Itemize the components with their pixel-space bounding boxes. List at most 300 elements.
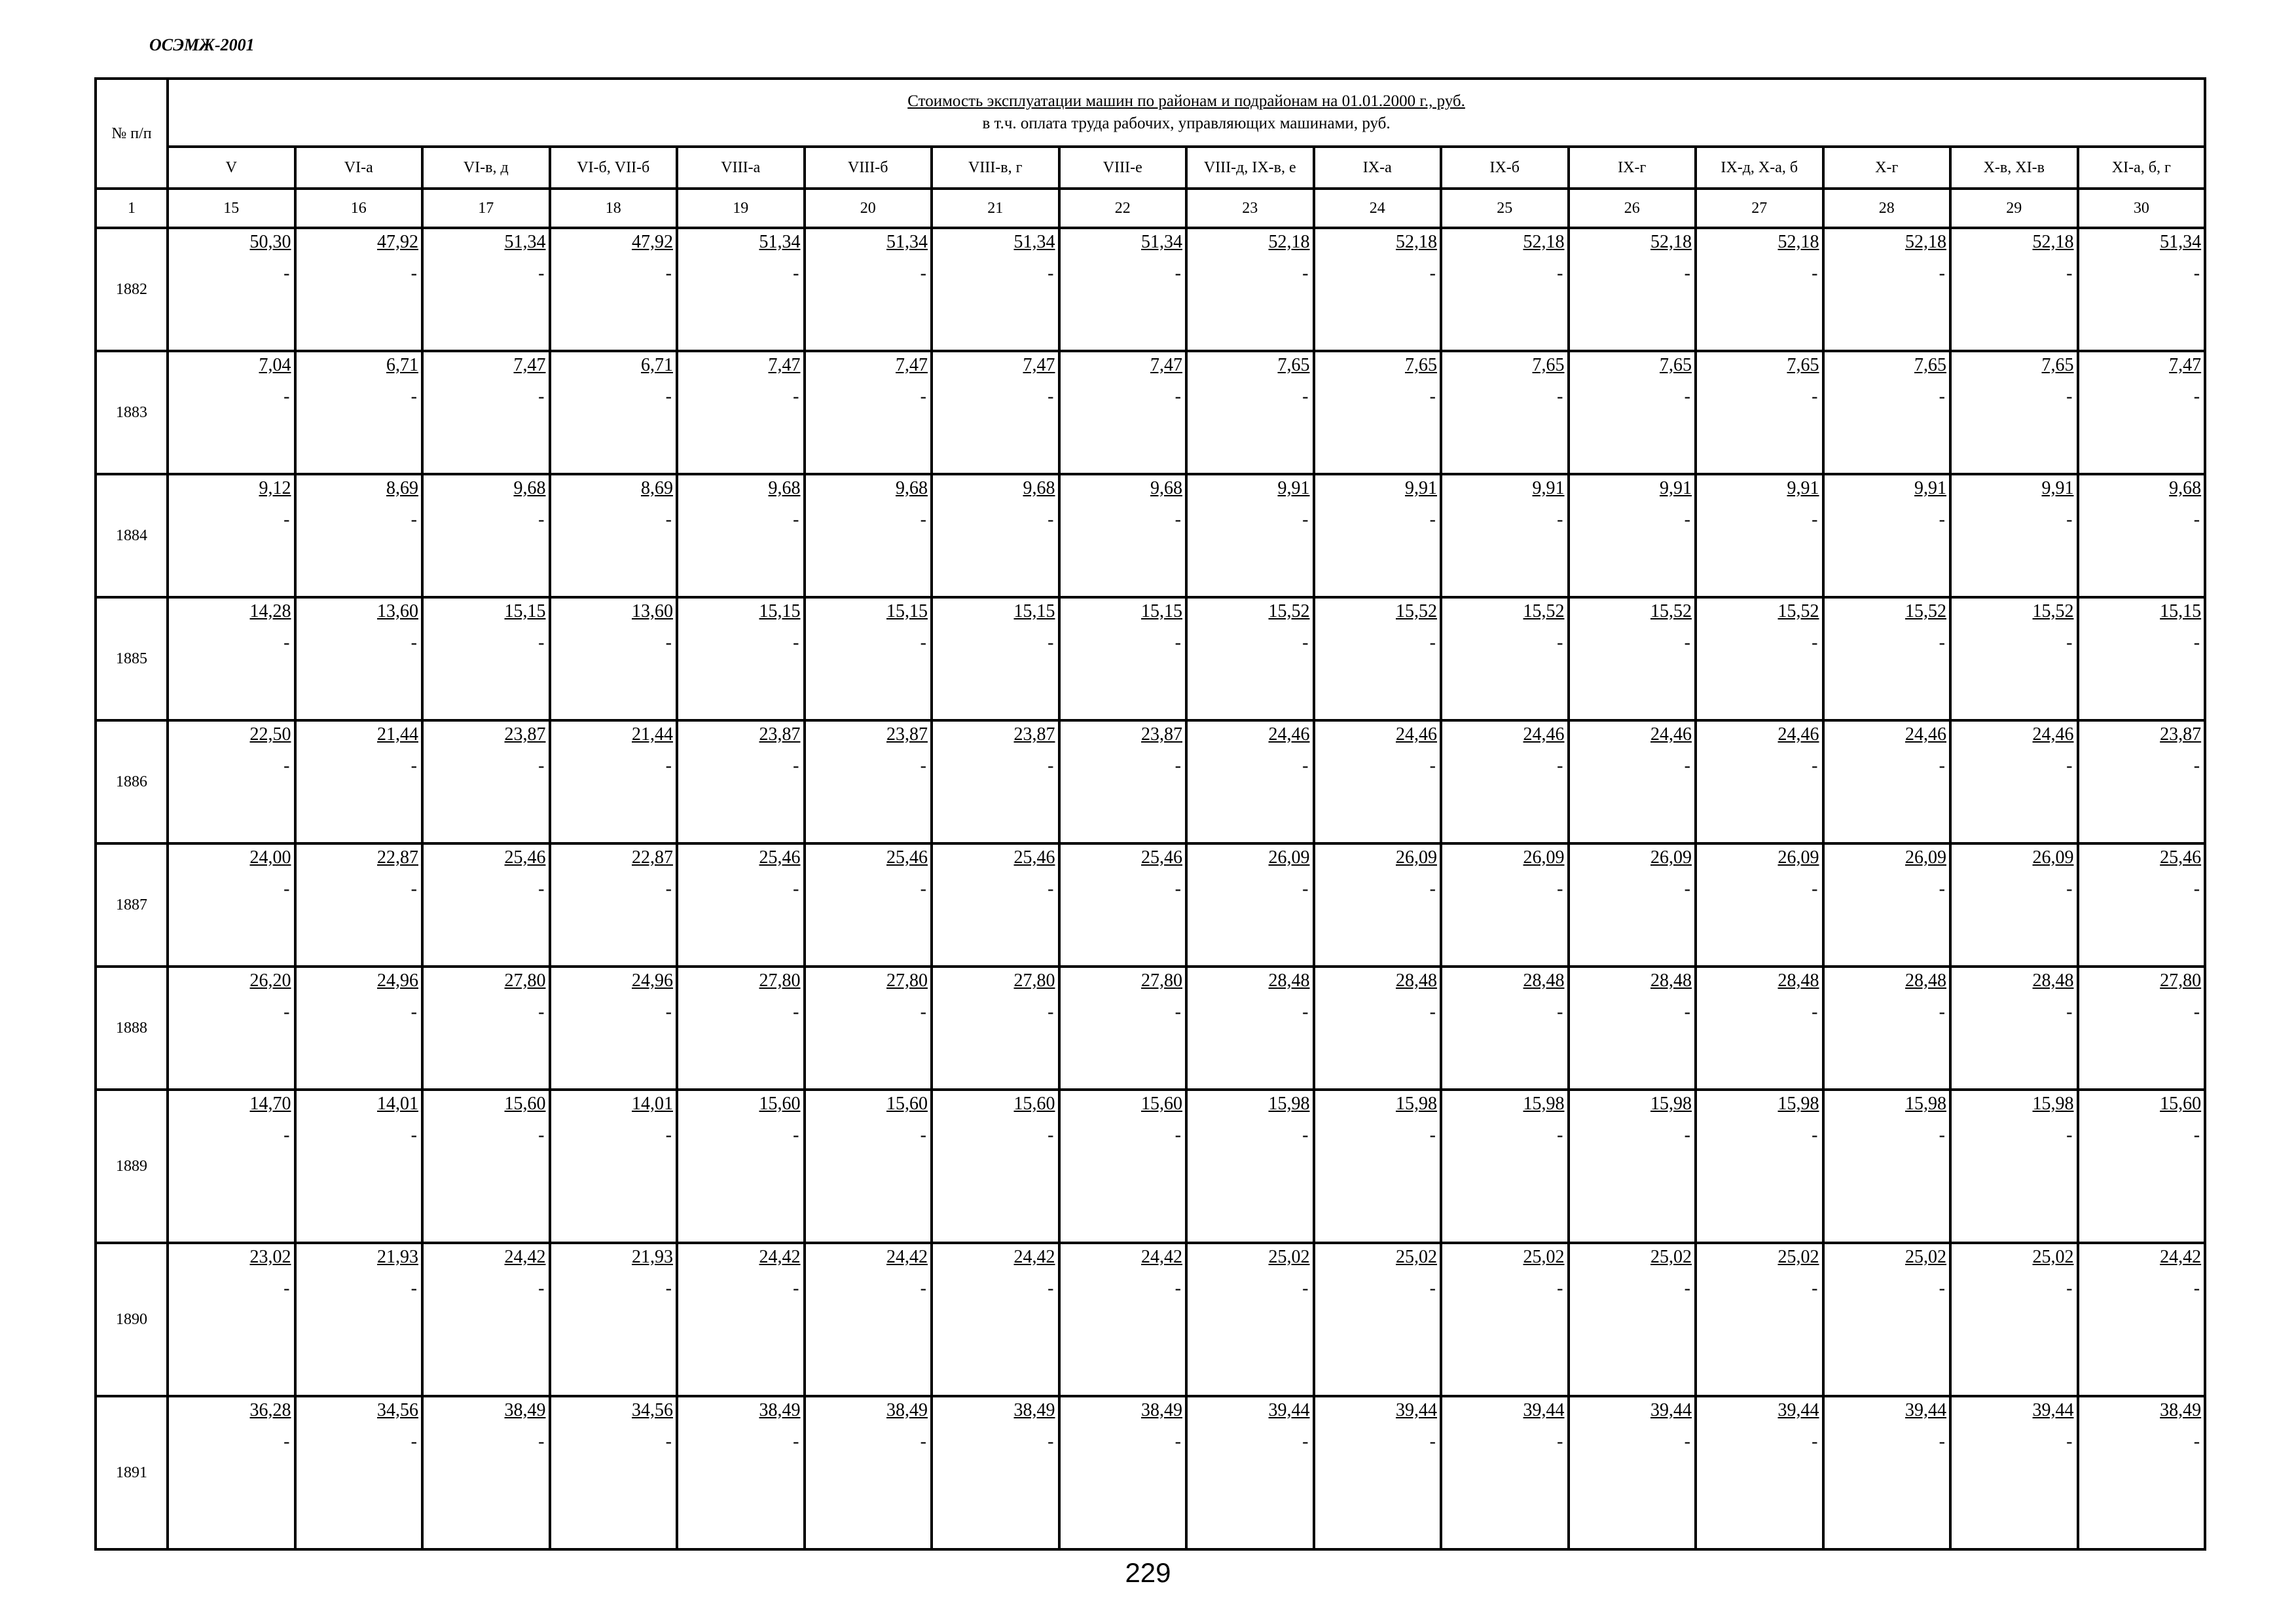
labor-cost-dash: - [1302, 756, 1309, 776]
labor-cost-dash: - [2066, 1125, 2073, 1145]
labor-cost-dash: - [1684, 386, 1690, 407]
value-cell [1186, 474, 1314, 597]
cost-value: 7,47 [1023, 355, 1055, 375]
labor-cost-dash: - [2193, 756, 2200, 776]
value-cell [168, 720, 295, 843]
labor-cost-dash: - [410, 756, 417, 776]
value-cell [422, 597, 550, 720]
labor-cost-dash: - [1557, 756, 1563, 776]
value-cell [677, 228, 805, 351]
cost-value: 26,20 [249, 970, 291, 991]
row-code: 1888 [96, 967, 168, 1090]
cost-value: 24,42 [1141, 1247, 1182, 1267]
value-cell [1059, 1243, 1187, 1396]
labor-cost-dash: - [283, 879, 290, 899]
labor-cost-dash: - [283, 263, 290, 284]
cost-value: 24,42 [1013, 1247, 1055, 1267]
table-title-main: Стоимость эксплуатации машин по районам и подрайонам на 01.01.2000 г., руб. [907, 92, 1465, 110]
value-cell [932, 843, 1059, 967]
labor-cost-dash: - [538, 1431, 545, 1452]
value-cell [1186, 720, 1314, 843]
labor-cost-dash: - [665, 879, 672, 899]
value-cell [168, 843, 295, 967]
cost-value: 15,60 [1141, 1094, 1182, 1114]
value-cell [550, 720, 678, 843]
labor-cost-dash: - [1684, 1002, 1690, 1022]
cost-value: 39,44 [1268, 1400, 1310, 1420]
cost-value: 13,60 [632, 601, 673, 621]
labor-cost-dash: - [1557, 386, 1563, 407]
labor-cost-dash: - [1302, 633, 1309, 653]
cost-value: 15,98 [2032, 1094, 2074, 1114]
index-cell: 18 [550, 189, 678, 228]
cost-value: 26,09 [1396, 847, 1437, 868]
value-cell [422, 720, 550, 843]
cost-value: 25,46 [504, 847, 546, 868]
cost-value: 9,91 [1277, 478, 1310, 498]
labor-cost-dash: - [1684, 1431, 1690, 1452]
labor-cost-dash: - [1175, 509, 1181, 530]
value-cell [1950, 1243, 2078, 1396]
cost-value: 47,92 [632, 232, 673, 252]
table-row [96, 720, 2205, 843]
row-code: 1882 [96, 228, 168, 351]
cost-value: 9,68 [1023, 478, 1055, 498]
value-cell [550, 967, 678, 1090]
labor-cost-dash: - [1048, 1125, 1054, 1145]
labor-cost-dash: - [283, 1278, 290, 1299]
value-cell [1569, 597, 1696, 720]
value-cell [677, 351, 805, 474]
labor-cost-dash: - [1048, 879, 1054, 899]
cost-value: 23,87 [1013, 724, 1055, 745]
labor-cost-dash: - [665, 756, 672, 776]
value-cell [1441, 474, 1569, 597]
labor-cost-dash: - [1429, 1125, 1436, 1145]
cost-value: 25,46 [1013, 847, 1055, 868]
cost-value: 21,44 [632, 724, 673, 745]
labor-cost-dash: - [1048, 756, 1054, 776]
cost-value: 9,68 [896, 478, 928, 498]
labor-cost-dash: - [1175, 1002, 1181, 1022]
value-cell [550, 474, 678, 597]
labor-cost-dash: - [793, 756, 799, 776]
area-header-cell: X-в, XI-в [1950, 147, 2078, 189]
labor-cost-dash: - [410, 263, 417, 284]
value-cell [422, 843, 550, 967]
cost-value: 51,34 [1141, 232, 1182, 252]
labor-cost-dash: - [1557, 1278, 1563, 1299]
labor-cost-dash: - [283, 509, 290, 530]
cost-value: 38,49 [2160, 1400, 2202, 1420]
labor-cost-dash: - [1048, 1278, 1054, 1299]
labor-cost-dash: - [2066, 1002, 2073, 1022]
area-header-cell: VIII-е [1059, 147, 1187, 189]
index-cell: 20 [805, 189, 932, 228]
value-cell [168, 228, 295, 351]
cost-value: 25,46 [1141, 847, 1182, 868]
value-cell [2078, 1396, 2206, 1549]
cost-value: 25,02 [1396, 1247, 1437, 1267]
labor-cost-dash: - [1557, 879, 1563, 899]
labor-cost-dash: - [1557, 1125, 1563, 1145]
labor-cost-dash: - [1812, 386, 1818, 407]
index-cell: 26 [1569, 189, 1696, 228]
labor-cost-dash: - [1302, 263, 1309, 284]
value-cell [1696, 1090, 1823, 1243]
value-cell [168, 1396, 295, 1549]
row-code: 1890 [96, 1243, 168, 1396]
labor-cost-dash: - [1812, 879, 1818, 899]
value-cell [422, 228, 550, 351]
cost-value: 21,44 [377, 724, 418, 745]
cost-value: 27,80 [759, 970, 801, 991]
number-header: № п/п [96, 79, 168, 189]
value-cell [1059, 597, 1187, 720]
labor-cost-dash: - [793, 879, 799, 899]
cost-value: 52,18 [1777, 232, 1819, 252]
cost-value: 15,15 [886, 601, 928, 621]
labor-cost-dash: - [1048, 1002, 1054, 1022]
value-cell [1950, 1090, 2078, 1243]
labor-cost-dash: - [283, 1125, 290, 1145]
cost-value: 52,18 [2032, 232, 2074, 252]
cost-value: 15,15 [1141, 601, 1182, 621]
labor-cost-dash: - [1302, 1278, 1309, 1299]
value-cell [422, 1243, 550, 1396]
value-cell [1441, 351, 1569, 474]
cost-value: 27,80 [2160, 970, 2202, 991]
value-cell [1314, 967, 1442, 1090]
cost-value: 6,71 [386, 355, 418, 375]
labor-cost-dash: - [1812, 633, 1818, 653]
cost-value: 7,65 [1660, 355, 1692, 375]
cost-value: 39,44 [1905, 1400, 1946, 1420]
area-header-cell: X-г [1823, 147, 1951, 189]
value-cell [168, 597, 295, 720]
value-cell [1823, 1090, 1951, 1243]
value-cell [805, 843, 932, 967]
labor-cost-dash: - [920, 1278, 926, 1299]
cost-value: 7,65 [1277, 355, 1310, 375]
labor-cost-dash: - [1557, 633, 1563, 653]
labor-cost-dash: - [2193, 633, 2200, 653]
labor-cost-dash: - [538, 633, 545, 653]
value-cell [1696, 474, 1823, 597]
value-cell [1950, 474, 2078, 597]
cost-value: 38,49 [1013, 1400, 1055, 1420]
labor-cost-dash: - [1557, 509, 1563, 530]
labor-cost-dash: - [1175, 1125, 1181, 1145]
cost-value: 15,52 [1905, 601, 1946, 621]
cost-value: 15,60 [1013, 1094, 1055, 1114]
labor-cost-dash: - [793, 1125, 799, 1145]
value-cell [677, 597, 805, 720]
cost-value: 28,48 [1523, 970, 1565, 991]
cost-value: 7,47 [896, 355, 928, 375]
labor-cost-dash: - [538, 1278, 545, 1299]
value-cell [932, 597, 1059, 720]
index-cell: 16 [295, 189, 423, 228]
value-cell [805, 720, 932, 843]
labor-cost-dash: - [1939, 1278, 1945, 1299]
labor-cost-dash: - [1048, 263, 1054, 284]
value-cell [295, 720, 423, 843]
cost-value: 24,96 [377, 970, 418, 991]
index-cell: 23 [1186, 189, 1314, 228]
labor-cost-dash: - [1939, 633, 1945, 653]
cost-value: 21,93 [632, 1247, 673, 1267]
labor-cost-dash: - [2066, 386, 2073, 407]
cost-value: 39,44 [1523, 1400, 1565, 1420]
cost-value: 52,18 [1396, 232, 1437, 252]
labor-cost-dash: - [1812, 263, 1818, 284]
value-cell [295, 351, 423, 474]
cost-value: 24,42 [2160, 1247, 2202, 1267]
cost-value: 24,46 [1268, 724, 1310, 745]
cost-value: 15,52 [1650, 601, 1692, 621]
value-cell [1569, 967, 1696, 1090]
labor-cost-dash: - [793, 1002, 799, 1022]
value-cell [422, 474, 550, 597]
table-row [96, 843, 2205, 967]
value-cell [550, 843, 678, 967]
cost-value: 25,46 [759, 847, 801, 868]
labor-cost-dash: - [1812, 1125, 1818, 1145]
labor-cost-dash: - [538, 509, 545, 530]
cost-value: 15,15 [2160, 601, 2202, 621]
labor-cost-dash: - [1939, 756, 1945, 776]
cost-value: 27,80 [1141, 970, 1182, 991]
value-cell [932, 474, 1059, 597]
cost-value: 8,69 [386, 478, 418, 498]
cost-value: 51,34 [1013, 232, 1055, 252]
labor-cost-dash: - [410, 879, 417, 899]
table-title-sub: в т.ч. оплата труда рабочих, управляющих машинами, руб. [982, 115, 1391, 132]
cost-value: 15,15 [759, 601, 801, 621]
cost-value: 8,69 [641, 478, 673, 498]
value-cell [2078, 228, 2206, 351]
cost-value: 38,49 [886, 1400, 928, 1420]
cost-value: 26,09 [1523, 847, 1565, 868]
cost-value: 38,49 [504, 1400, 546, 1420]
labor-cost-dash: - [1175, 1278, 1181, 1299]
labor-cost-dash: - [1429, 1431, 1436, 1452]
labor-cost-dash: - [283, 1431, 290, 1452]
index-cell: 30 [2078, 189, 2206, 228]
cost-value: 9,91 [1660, 478, 1692, 498]
labor-cost-dash: - [920, 509, 926, 530]
cost-value: 15,52 [2032, 601, 2074, 621]
value-cell [1059, 228, 1187, 351]
value-cell [1441, 1243, 1569, 1396]
cost-value: 47,92 [377, 232, 418, 252]
labor-cost-dash: - [2066, 879, 2073, 899]
value-cell [295, 228, 423, 351]
cost-value: 22,87 [377, 847, 418, 868]
value-cell [932, 1243, 1059, 1396]
index-cell: 24 [1314, 189, 1442, 228]
cost-value: 22,87 [632, 847, 673, 868]
labor-cost-dash: - [665, 1002, 672, 1022]
labor-cost-dash: - [920, 1125, 926, 1145]
cost-value: 39,44 [1777, 1400, 1819, 1420]
labor-cost-dash: - [1939, 879, 1945, 899]
page-number: 229 [1125, 1557, 1171, 1588]
cost-value: 24,42 [886, 1247, 928, 1267]
value-cell [805, 597, 932, 720]
labor-cost-dash: - [410, 386, 417, 407]
cost-value: 28,48 [1777, 970, 1819, 991]
value-cell [805, 351, 932, 474]
value-cell [1314, 228, 1442, 351]
value-cell [1696, 597, 1823, 720]
labor-cost-dash: - [1812, 1278, 1818, 1299]
value-cell [1950, 1396, 2078, 1549]
labor-cost-dash: - [1302, 1125, 1309, 1145]
labor-cost-dash: - [1684, 1278, 1690, 1299]
labor-cost-dash: - [665, 1278, 672, 1299]
row-code: 1886 [96, 720, 168, 843]
cost-value: 15,98 [1777, 1094, 1819, 1114]
area-header-cell: VI-б, VII-б [550, 147, 678, 189]
labor-cost-dash: - [2193, 1278, 2200, 1299]
value-cell [1696, 228, 1823, 351]
labor-cost-dash: - [920, 263, 926, 284]
labor-cost-dash: - [410, 1278, 417, 1299]
cost-value: 7,04 [259, 355, 291, 375]
cost-value: 28,48 [1905, 970, 1946, 991]
cost-value: 39,44 [2032, 1400, 2074, 1420]
document-code: ОСЭМЖ-2001 [149, 35, 255, 54]
cost-value: 26,09 [1905, 847, 1946, 868]
labor-cost-dash: - [1048, 1431, 1054, 1452]
cost-value: 14,70 [249, 1094, 291, 1114]
cost-value: 15,98 [1396, 1094, 1437, 1114]
cost-value: 26,09 [1268, 847, 1310, 868]
area-header-cell: VIII-б [805, 147, 932, 189]
value-cell [1441, 720, 1569, 843]
labor-cost-dash: - [1429, 1002, 1436, 1022]
value-cell [295, 967, 423, 1090]
labor-cost-dash: - [1939, 386, 1945, 407]
value-cell [1314, 351, 1442, 474]
labor-cost-dash: - [410, 1002, 417, 1022]
labor-cost-dash: - [1939, 1431, 1945, 1452]
value-cell [168, 1243, 295, 1396]
labor-cost-dash: - [1684, 879, 1690, 899]
labor-cost-dash: - [920, 1002, 926, 1022]
value-cell [2078, 351, 2206, 474]
labor-cost-dash: - [538, 386, 545, 407]
value-cell [550, 597, 678, 720]
cost-value: 9,68 [1150, 478, 1182, 498]
labor-cost-dash: - [2193, 509, 2200, 530]
value-cell [1441, 1090, 1569, 1243]
labor-cost-dash: - [920, 633, 926, 653]
value-cell [2078, 720, 2206, 843]
labor-cost-dash: - [1939, 509, 1945, 530]
labor-cost-dash: - [1429, 386, 1436, 407]
cost-value: 9,91 [1405, 478, 1437, 498]
labor-cost-dash: - [410, 509, 417, 530]
labor-cost-dash: - [1429, 509, 1436, 530]
value-cell [422, 1396, 550, 1549]
labor-cost-dash: - [1302, 386, 1309, 407]
labor-cost-dash: - [1429, 1278, 1436, 1299]
labor-cost-dash: - [1557, 263, 1563, 284]
row-code: 1884 [96, 474, 168, 597]
table-title [168, 79, 2205, 147]
value-cell [2078, 1243, 2206, 1396]
value-cell [932, 228, 1059, 351]
value-cell [295, 1243, 423, 1396]
row-code: 1891 [96, 1396, 168, 1549]
cost-value: 25,02 [1523, 1247, 1565, 1267]
index-cell: 21 [932, 189, 1059, 228]
value-cell [1186, 1396, 1314, 1549]
labor-cost-dash: - [410, 1125, 417, 1145]
labor-cost-dash: - [1429, 633, 1436, 653]
table-row [96, 351, 2205, 474]
value-cell [1569, 474, 1696, 597]
value-cell [295, 597, 423, 720]
area-header-cell: V [168, 147, 295, 189]
labor-cost-dash: - [2193, 1431, 2200, 1452]
cost-value: 52,18 [1523, 232, 1565, 252]
labor-cost-dash: - [793, 263, 799, 284]
labor-cost-dash: - [283, 756, 290, 776]
value-cell [1823, 843, 1951, 967]
labor-cost-dash: - [2066, 509, 2073, 530]
cost-value: 52,18 [1650, 232, 1692, 252]
value-cell [1441, 597, 1569, 720]
labor-cost-dash: - [793, 1431, 799, 1452]
cost-value: 15,52 [1777, 601, 1819, 621]
labor-cost-dash: - [1939, 1125, 1945, 1145]
cost-value: 23,87 [504, 724, 546, 745]
cost-value: 14,01 [377, 1094, 418, 1114]
labor-cost-dash: - [283, 386, 290, 407]
value-cell [805, 967, 932, 1090]
labor-cost-dash: - [1175, 756, 1181, 776]
labor-cost-dash: - [538, 879, 545, 899]
value-cell [1314, 474, 1442, 597]
labor-cost-dash: - [1429, 756, 1436, 776]
labor-cost-dash: - [1175, 879, 1181, 899]
index-cell: 28 [1823, 189, 1951, 228]
labor-cost-dash: - [1175, 263, 1181, 284]
index-cell: 29 [1950, 189, 2078, 228]
table-row [96, 1243, 2205, 1396]
cost-value: 7,65 [2041, 355, 2074, 375]
cost-value: 7,65 [1405, 355, 1437, 375]
area-header-cell: IX-б [1441, 147, 1569, 189]
value-cell [1059, 474, 1187, 597]
value-cell [1696, 967, 1823, 1090]
labor-cost-dash: - [538, 263, 545, 284]
cost-value: 51,34 [886, 232, 928, 252]
labor-cost-dash: - [1302, 1002, 1309, 1022]
table-row [96, 967, 2205, 1090]
cost-value: 23,87 [2160, 724, 2202, 745]
cost-value: 15,15 [1013, 601, 1055, 621]
value-cell [1950, 843, 2078, 967]
value-cell [295, 474, 423, 597]
value-cell [1823, 228, 1951, 351]
cost-value: 24,42 [759, 1247, 801, 1267]
value-cell [677, 1396, 805, 1549]
